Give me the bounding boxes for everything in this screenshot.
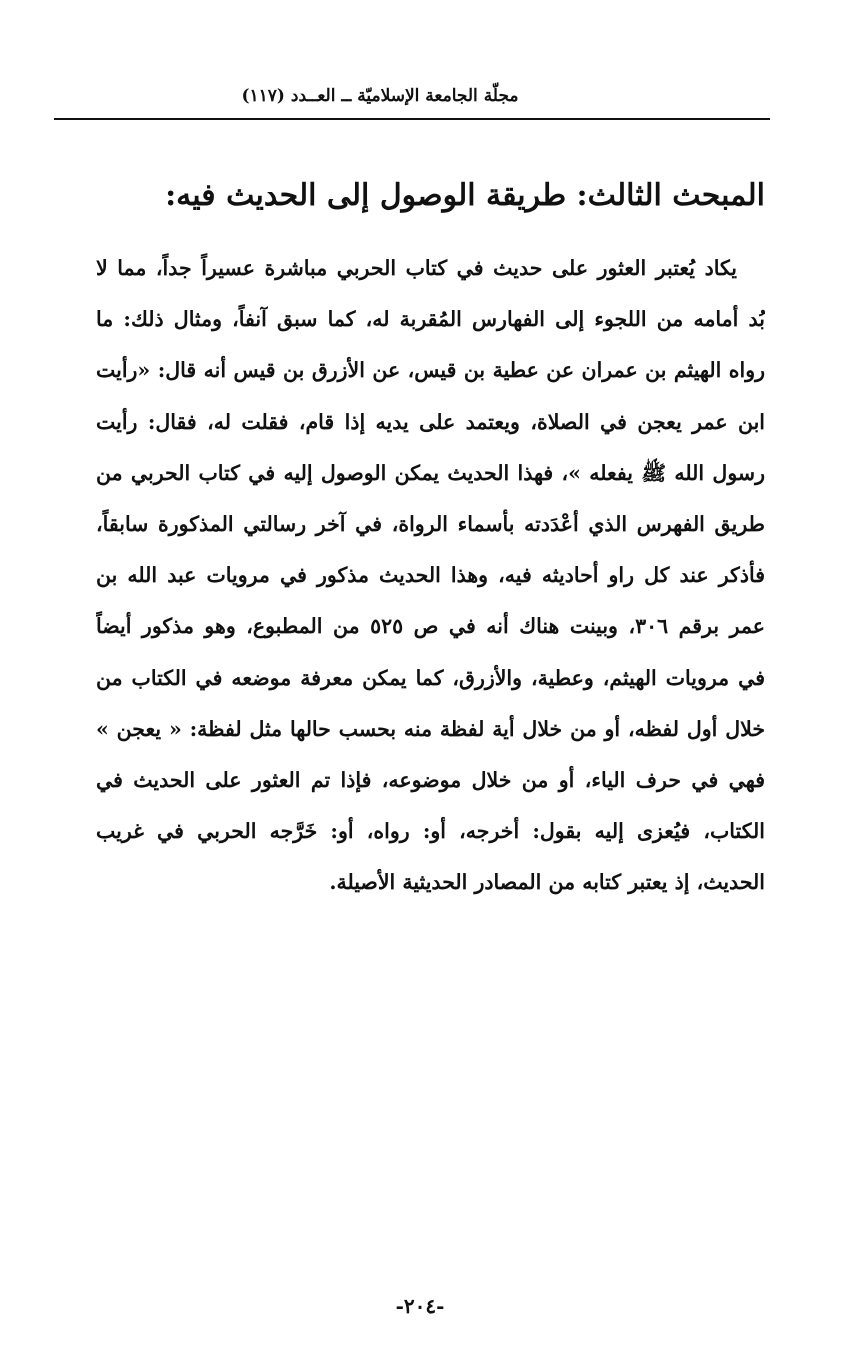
paragraph-line: رواه الهيثم بن عمران عن عطية بن قيس، عن الأزرق بن قيس أنه قال: «رأيت bbox=[96, 358, 765, 383]
paragraph-line: ابن عمر يعجن في الصلاة، ويعتمد على يديه إذا قام، فقلت له، فقال: رأيت bbox=[96, 409, 765, 434]
paragraph-line: يكاد يُعتبر العثور على حديث في كتاب الحربي مباشرة عسيراً جداً، مما لا bbox=[96, 256, 737, 280]
body-paragraph bbox=[96, 243, 765, 908]
paragraph-line: طريق الفهرس الذي أعْدَدته بأسماء الرواة، في آخر رسالتي المذكورة سابقاً، bbox=[96, 511, 765, 536]
paragraph-line: فهي في حرف الياء، أو من خلال موضوعه، فإذا تم العثور على الحديث في bbox=[96, 767, 765, 792]
paragraph-line: الكتاب، فيُعزى إليه بقول: أخرجه، أو: رواه، أو: خَرَّجه الحربي في غريب bbox=[96, 819, 765, 844]
running-header: مجلّة الجامعة الإسلاميّة ــ العــدد (١١٧) bbox=[241, 86, 519, 106]
paragraph-line: فأذكر عند كل راو أحاديثه فيه، وهذا الحديث مذكور في مرويات عبد الله بن bbox=[96, 563, 765, 588]
paragraph-line: في مرويات الهيثم، وعطية، والأزرق، كما يمكن معرفة موضعه في الكتاب من bbox=[96, 665, 765, 690]
page-number: -٢٠٤- bbox=[395, 1294, 445, 1318]
paragraph-line: رسول الله ﷺ يفعله »، فهذا الحديث يمكن الوصول إليه في كتاب الحربي من bbox=[96, 460, 765, 485]
section-heading: المبحث الثالث: طريقة الوصول إلى الحديث فيه: bbox=[165, 178, 765, 213]
paragraph-line: خلال أول لفظه، أو من خلال أية لفظة منه بحسب حالها مثل لفظة: « يعجن » bbox=[96, 716, 765, 741]
paragraph-line: الحديث، إذ يعتبر كتابه من المصادر الحديثية الأصيلة. bbox=[329, 870, 765, 895]
paragraph-line: بُد أمامه من اللجوء إلى الفهارس المُقربة له، كما سبق آنفاً، ومثال ذلك: ما bbox=[96, 307, 765, 332]
paragraph-line: عمر برقم ٣٠٦، وبينت هناك أنه في ص ٥٢٥ من المطبوع، وهو مذكور أيضاً bbox=[96, 614, 765, 639]
header-divider bbox=[54, 118, 770, 120]
